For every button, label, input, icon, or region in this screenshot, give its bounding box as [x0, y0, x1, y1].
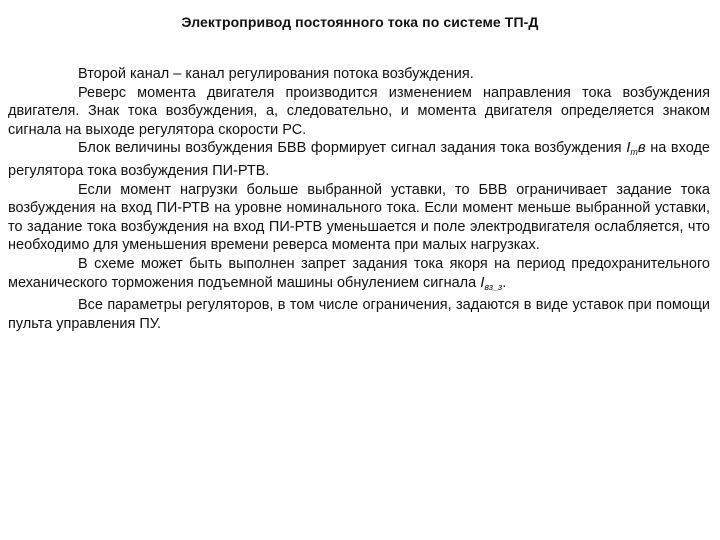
paragraph-3-text-before: Блок величины возбуждения БВВ формирует сигнал задания тока возбуждения — [78, 140, 627, 157]
paragraph-4: Если момент нагрузки больше выбранной уставки, то БВВ ограничивает задание тока возбуждения на вход ПИ-РТВ на уровне номинального тока. Если момент меньше выбранной уставки, то задание тока возбуждения на вход ПИ-РТВ уменьшается и поле электродвигателя ослабляется, что необходимо для уменьшения времени реверса момента при малых нагрузках. — [8, 181, 710, 254]
slide-title: Электропривод постоянного тока по системе ТП-Д — [181, 14, 539, 30]
paragraph-1: Второй канал – канал регулирования потока возбуждения. — [78, 66, 474, 82]
armature-signal-symbol-main: I — [480, 273, 485, 291]
paragraph-2: Реверс момента двигателя производится изменением направления тока возбуждения двигателя. Знак тока возбуждения, а, следовательно, и момента двигателя определяется знаком сигнала на выходе регулятора скорости РС. — [8, 84, 710, 138]
armature-signal-symbol-sub: вз_з — [484, 281, 503, 292]
current-setpoint-symbol-main: I — [626, 139, 631, 157]
current-setpoint-symbol — [626, 139, 646, 156]
current-setpoint-symbol-tail: в — [637, 139, 646, 157]
current-setpoint-symbol-sub: т — [630, 147, 638, 158]
paragraph-3 — [8, 139, 710, 180]
paragraph-5 — [8, 255, 710, 296]
paragraph-3-text-after: на входе регулятора тока возбуждения ПИ-РТВ. — [8, 140, 710, 179]
paragraph-5-text-before: В схеме может быть выполнен запрет задания тока якоря на период предохранительного механического торможения подъемной машины обнулением сигнала — [8, 255, 710, 291]
paragraph-6: Все параметры регуляторов, в том числе ограничения, задаются в виде уставок при помощи пульта управления ПУ. — [8, 297, 710, 332]
paragraph-5-text-after: . — [502, 274, 507, 291]
slide-body — [8, 65, 710, 333]
armature-signal-symbol — [480, 274, 502, 291]
